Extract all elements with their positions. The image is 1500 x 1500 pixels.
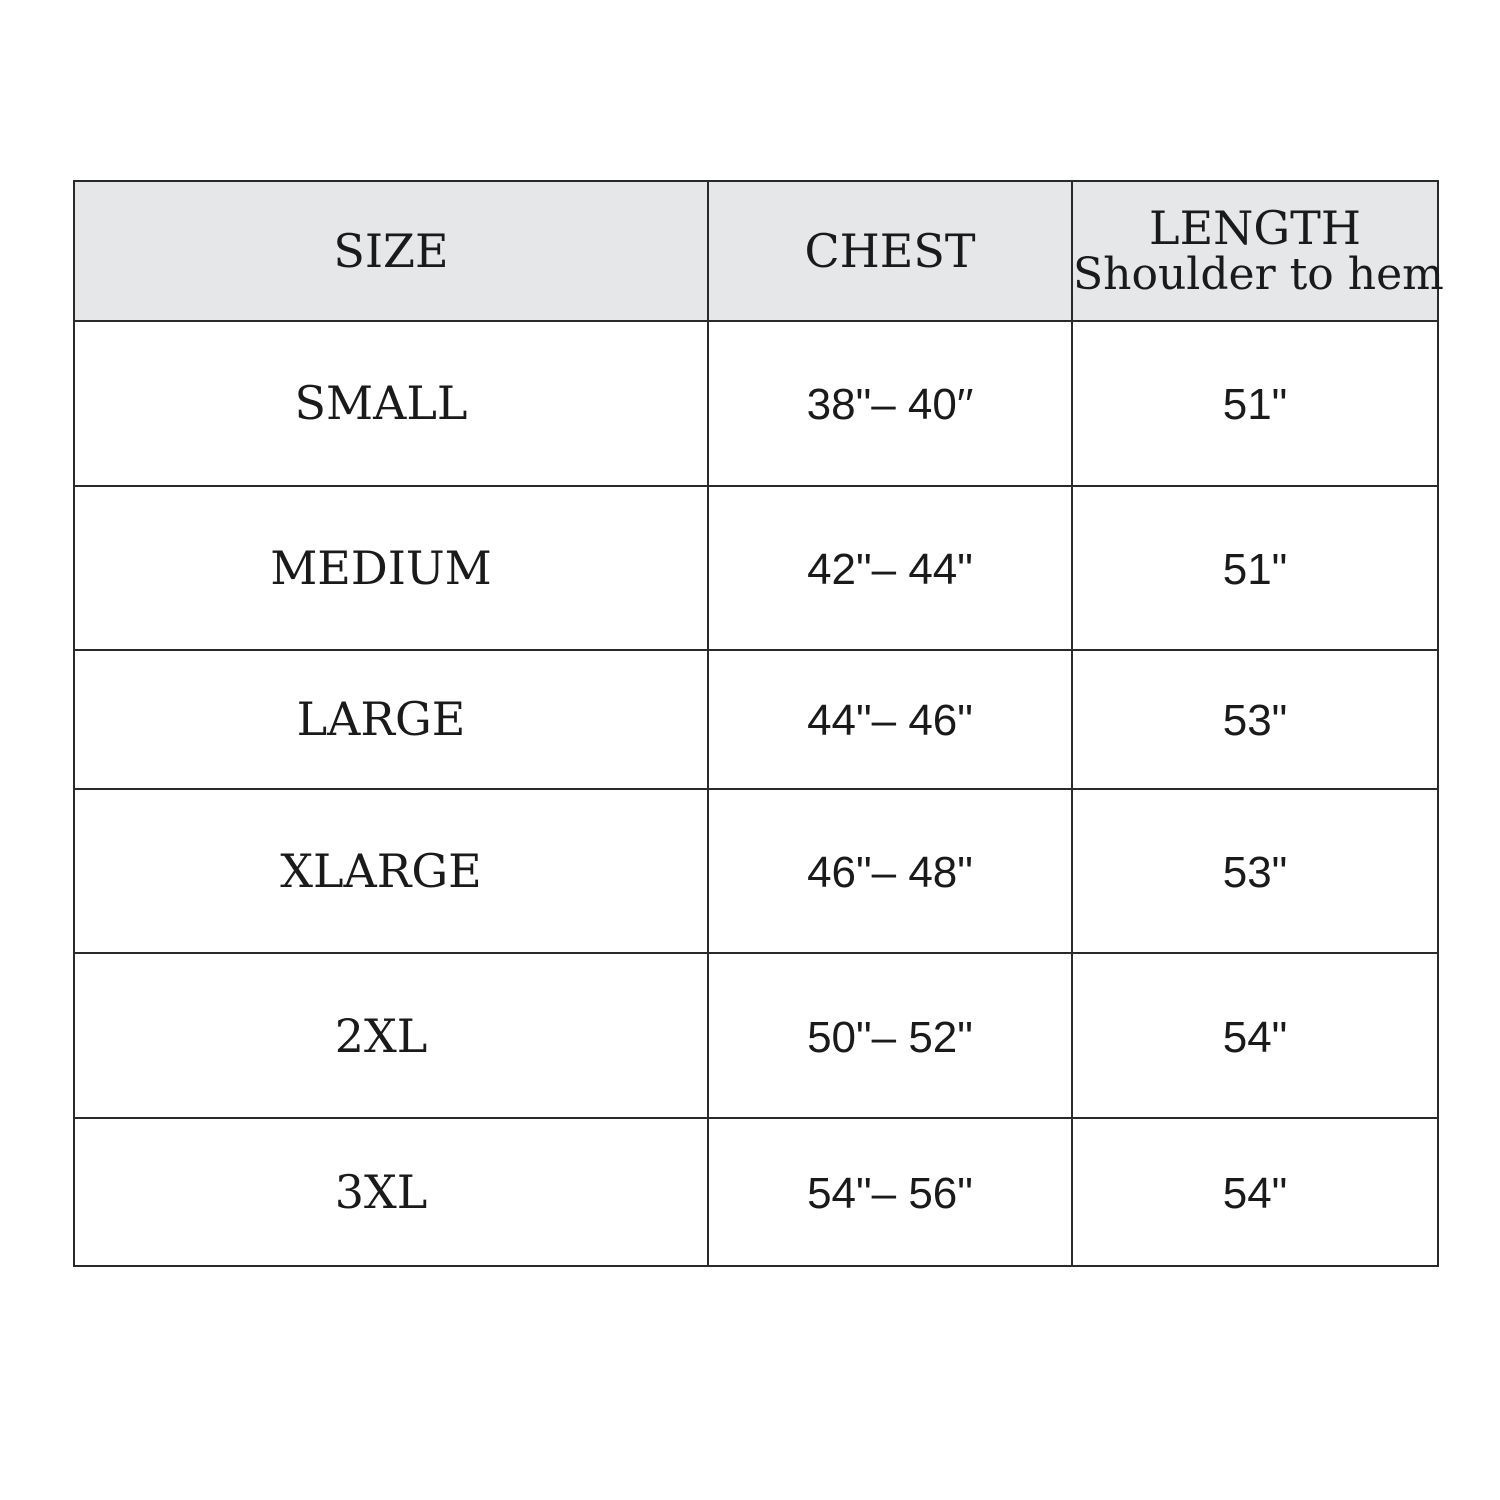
length-value: 51" [1222,544,1288,594]
length-value: 53" [1222,696,1288,746]
chest-cell [708,486,1072,650]
table-row [74,1118,1438,1266]
length-value: 54" [1222,1012,1288,1062]
length-cell [1072,650,1438,789]
header-length-title: LENGTH [1149,200,1361,255]
table-row [74,321,1438,485]
chest-cell [708,789,1072,953]
chest-value: 54"– 56" [807,1168,973,1218]
chest-value: 44"– 46" [807,696,973,746]
chest-value: 38"– 40′′ [806,380,974,430]
length-value: 53" [1222,848,1288,898]
size-cell: LARGE [74,650,708,789]
header-length-subtitle: Shoulder to hem [1073,249,1444,301]
length-cell [1072,321,1438,485]
length-value: 51" [1222,380,1288,430]
length-cell [1072,486,1438,650]
size-cell: MEDIUM [74,486,708,650]
size-cell: SMALL [74,321,708,485]
chest-cell [708,321,1072,485]
chest-value: 50"– 52" [807,1012,973,1062]
header-row [74,181,1438,321]
length-cell [1072,789,1438,953]
size-cell: XLARGE [74,789,708,953]
length-cell [1072,953,1438,1117]
header-chest: CHEST [708,181,1072,321]
header-length [1072,181,1444,321]
table-row [74,486,1438,650]
chest-cell [708,953,1072,1117]
size-chart-table [73,180,1444,1267]
chest-cell [708,650,1072,789]
length-value: 54" [1222,1168,1288,1218]
size-cell: 2XL [74,953,708,1117]
header-size: SIZE [74,181,708,321]
table-row [74,953,1438,1117]
chest-cell [708,1118,1072,1266]
length-cell [1072,1118,1438,1266]
chest-value: 42"– 44" [807,544,973,594]
chest-value: 46"– 48" [807,848,973,898]
size-cell: 3XL [74,1118,708,1266]
table-row [74,789,1438,953]
table-row [74,650,1438,789]
